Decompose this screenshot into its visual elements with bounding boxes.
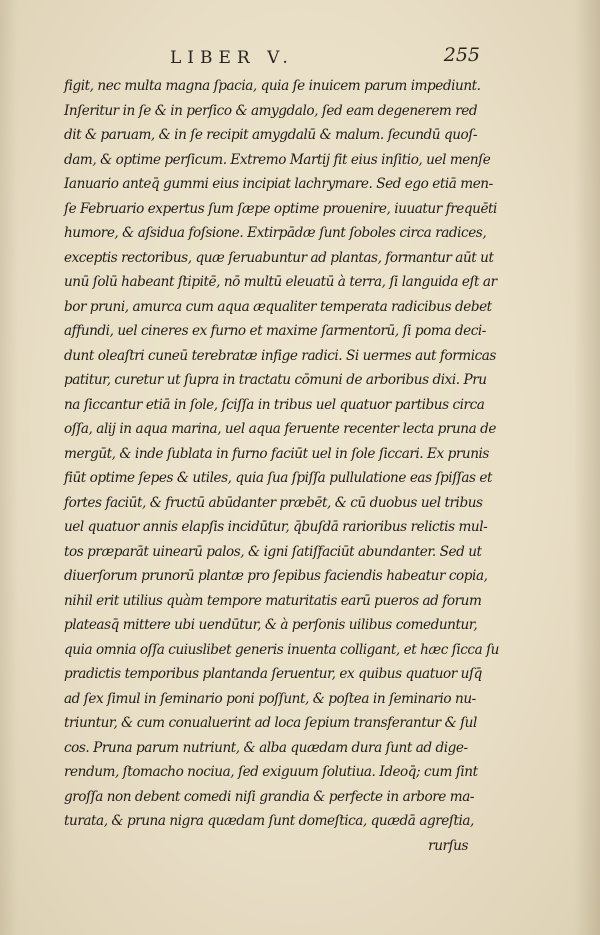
text-line: oſſa, alij in aqua marina, uel aqua feruente recenter lecta pruna de: [64, 421, 496, 437]
text-line: bor pruni, amurca cum aqua æqualiter temperata radicibus debet: [64, 298, 492, 315]
running-head-title: LIBER V.: [170, 48, 294, 68]
text-line: dit & paruam, & in ſe recipit amygdalū & malum. ſecundū quoſ-: [64, 127, 477, 143]
text-line: exceptis rectoribus, quæ ſeruabuntur ad plantas, formantur aūt ut: [64, 249, 494, 266]
page-number: 255: [443, 44, 480, 66]
text-line: plateasq̄ mittere ubi uendūtur, & à perſonis uilibus comeduntur,: [64, 617, 478, 633]
gutter-shadow: [0, 0, 18, 935]
text-line: uel quatuor annis elapſis incidūtur, q̄buſdā rarioribus relictis mul-: [64, 519, 488, 535]
text-line: nihil erit utilius quàm tempore maturitatis earū pueros ad forum: [64, 592, 482, 609]
text-line: mergūt, & inde ſublata in furno faciūt uel in ſole ſiccari. Ex prunis: [64, 445, 489, 462]
text-line: Ianuario anteq̄ gummi eius incipiat lachrymare. Sed ego etiā men-: [64, 176, 493, 192]
text-line: groſſa non debent comedi niſi grandia & perfecte in arbore ma-: [64, 788, 475, 805]
text-line: dunt oleaſtri cuneū terebratæ infige radici. Si uermes aut formicas: [64, 347, 496, 364]
text-line: affundi, uel cineres ex furno et maxime ſarmentorū, ſi poma deci-: [64, 323, 486, 339]
text-line: rurſus: [428, 837, 468, 854]
text-line: tos præparāt uinearū palos, & igni ſatiſfaciūt abundanter. Sed ut: [64, 543, 482, 560]
text-line: figit, nec multa magna ſpacia, quia ſe inuicem parum impediunt.: [64, 78, 481, 94]
text-line: quia omnia oſſa cuiuslibet generis inuenta colligant, et hæc ſicca ſu: [64, 641, 499, 658]
text-line: triuntur, & cum conualuerint ad loca ſepium transferantur & ſul: [64, 715, 477, 731]
text-line: unū ſolū habeant ſtipitē, nō multū eleuatū à terra, ſi languida eſt ar: [64, 274, 497, 290]
text-line: cos. Pruna parum nutriunt, & alba quædam dura ſunt ad dige-: [64, 739, 468, 756]
text-line: patitur, curetur ut ſupra in tractatu cōmuni de arboribus dixi. Pru: [64, 372, 487, 388]
text-line: ad ſex ſimul in ſeminario poni poſſunt, & poſtea in ſeminario nu-: [64, 690, 476, 707]
page-edge-shadow: [574, 0, 600, 935]
body-text: [64, 74, 499, 858]
text-line: fortes faciūt, & fructū abūdanter præbēt, & cū duobus uel tribus: [64, 494, 483, 511]
text-line: pradictis temporibus plantanda ſeruentur, ex quibus quatuor uſq̄: [64, 666, 482, 682]
running-head: [170, 44, 480, 74]
text-line: ſe Februario expertus ſum ſæpe optime prouenire, iuuatur frequēti: [64, 200, 497, 217]
text-line: fiūt optime ſepes & utiles, quia ſua ſpiſſa pullulatione eas ſpiſſas et: [64, 470, 493, 486]
text-line: diuerſorum prunorū plantæ pro ſepibus faciendis habeatur copia,: [64, 568, 488, 584]
text-line: turata, & pruna nigra quædam ſunt domeſtica, quædā agreſtia,: [64, 813, 474, 829]
text-line: rendum, ſtomacho nociua, ſed exiguum ſolutiua. Ideoq̄; cum ſint: [64, 764, 478, 780]
text-line: Inſeritur in ſe & in perſico & amygdalo, ſed eam degenerem red: [64, 102, 478, 119]
text-line: humore, & aſsidua foſsione. Extirpādæ ſunt ſoboles circa radices,: [64, 225, 487, 241]
text-line: dam, & optime perſicum. Extremo Martij fit eius inſitio, uel menſe: [64, 151, 491, 168]
text-line: na ſiccantur etiā in ſole, ſciſſa in tribus uel quatuor partibus circa: [64, 396, 485, 413]
